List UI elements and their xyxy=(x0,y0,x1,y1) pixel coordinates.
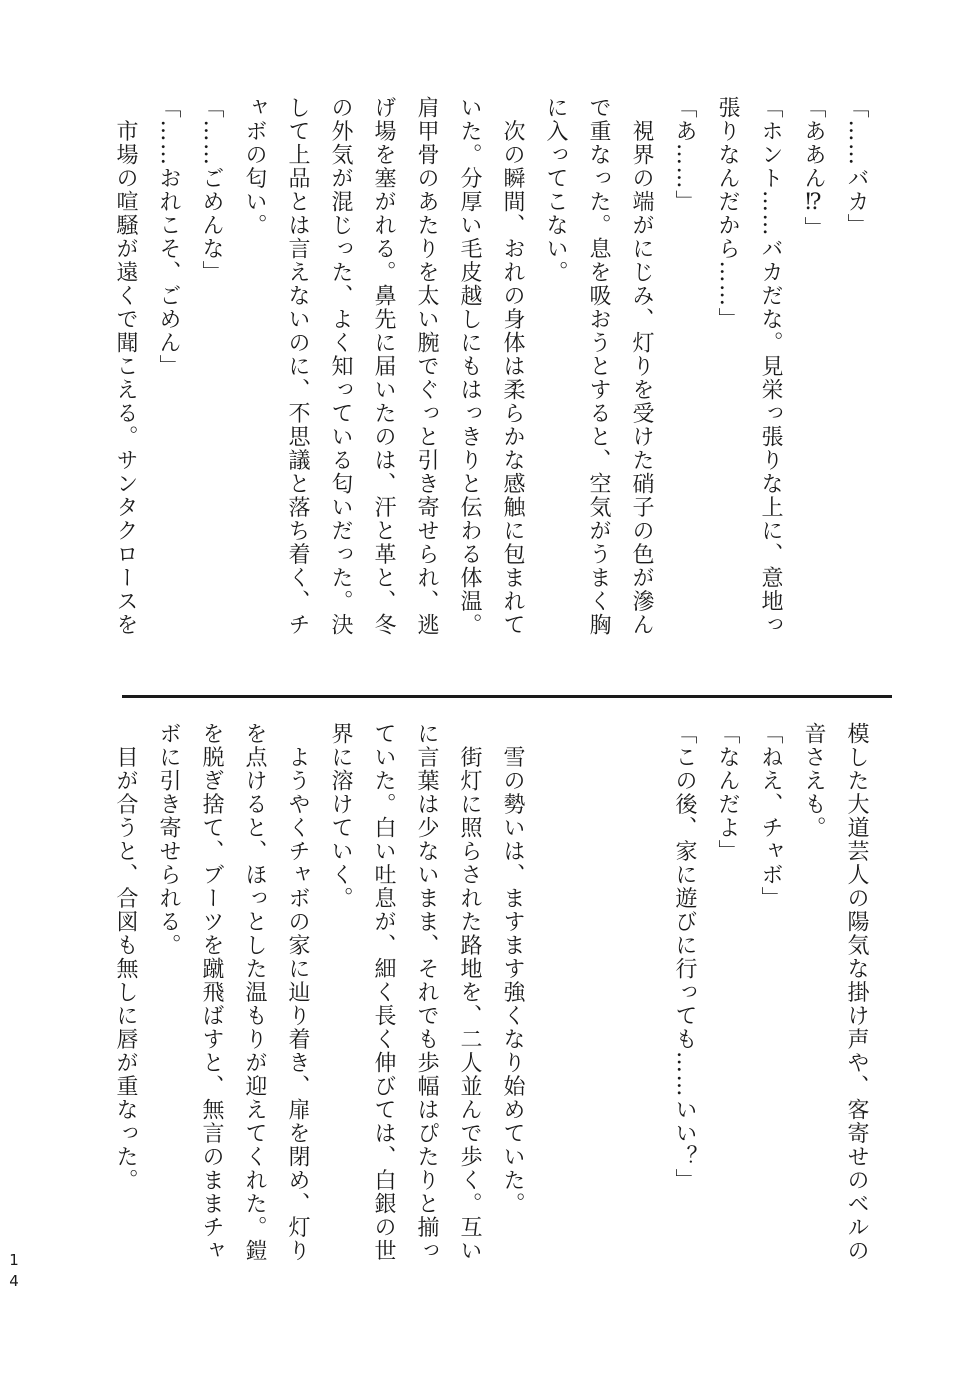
text-line: に言葉は少ないまま、それでも歩幅はぴたりと揃っ xyxy=(414,722,439,1263)
text-line: に入ってこない。 xyxy=(543,96,568,284)
text-line: 「……ごめんな」 xyxy=(199,96,224,284)
text-line: ボに引き寄せられる。 xyxy=(156,722,181,957)
text-line: 「ねえ、チャボ」 xyxy=(758,722,783,910)
text-line: 音さえも。 xyxy=(801,722,826,840)
text-line: で重なった。息を吸おうとすると、空気がうまく胸 xyxy=(586,96,611,637)
text-line: 「あ……」 xyxy=(672,96,697,214)
text-line: げ場を塞がれる。鼻先に届いたのは、汗と革と、冬 xyxy=(371,96,396,637)
text-line: ていた。白い吐息が、細く長く伸びては、白銀の世 xyxy=(371,722,396,1263)
section-divider-line xyxy=(122,695,892,698)
text-line: 街灯に照らされた路地を、二人並んで歩く。互い xyxy=(457,722,482,1263)
blank-line xyxy=(577,722,620,1270)
top-text-block xyxy=(104,96,878,644)
text-line: ようやくチャボの家に辿り着き、扉を閉め、灯り xyxy=(285,722,310,1263)
text-line: いた。分厚い毛皮越しにもはっきりと伝わる体温。 xyxy=(457,96,482,637)
bottom-text-block xyxy=(104,722,878,1270)
blank-line xyxy=(620,722,663,1270)
text-line: 「……バカ」 xyxy=(844,96,869,237)
text-line: 「なんだよ」 xyxy=(715,722,740,863)
page-number: 14 xyxy=(5,1251,23,1293)
text-line: 界に溶けていく。 xyxy=(328,722,353,910)
text-line: 張りなんだから……」 xyxy=(715,96,740,331)
text-line: 「……おれこそ、ごめん」 xyxy=(156,96,181,378)
text-line: して上品とは言えないのに、不思議と落ち着く、チ xyxy=(285,96,310,637)
text-line: 「ホント……バカだな。見栄っ張りな上に、意地っ xyxy=(758,96,783,637)
blank-line xyxy=(534,722,577,1270)
text-line: 「ああん⁉」 xyxy=(801,96,826,240)
text-line: を点けると、ほっとした温もりが迎えてくれた。鎧 xyxy=(242,722,267,1263)
text-line: ャボの匂い。 xyxy=(242,96,267,237)
text-line: 模した大道芸人の陽気な掛け声や、客寄せのベルの xyxy=(844,722,869,1263)
text-line: 次の瞬間、おれの身体は柔らかな感触に包まれて xyxy=(500,96,525,637)
text-line: の外気が混じった、よく知っている匂いだった。決 xyxy=(328,96,353,637)
text-line: 雪の勢いは、ますます強くなり始めていた。 xyxy=(500,722,525,1216)
text-line: 市場の喧騒が遠くで聞こえる。サンタクロースを xyxy=(113,96,138,637)
text-line: 肩甲骨のあたりを太い腕でぐっと引き寄せられ、逃 xyxy=(414,96,439,637)
text-line: 視界の端がにじみ、灯りを受けた硝子の色が滲ん xyxy=(629,96,654,637)
text-line: 目が合うと、合図も無しに唇が重なった。 xyxy=(113,722,138,1192)
text-line: を脱ぎ捨て、ブーツを蹴飛ばすと、無言のままチャ xyxy=(199,722,224,1263)
text-line: 「この後、家に遊びに行っても……いい？」 xyxy=(672,722,697,1192)
